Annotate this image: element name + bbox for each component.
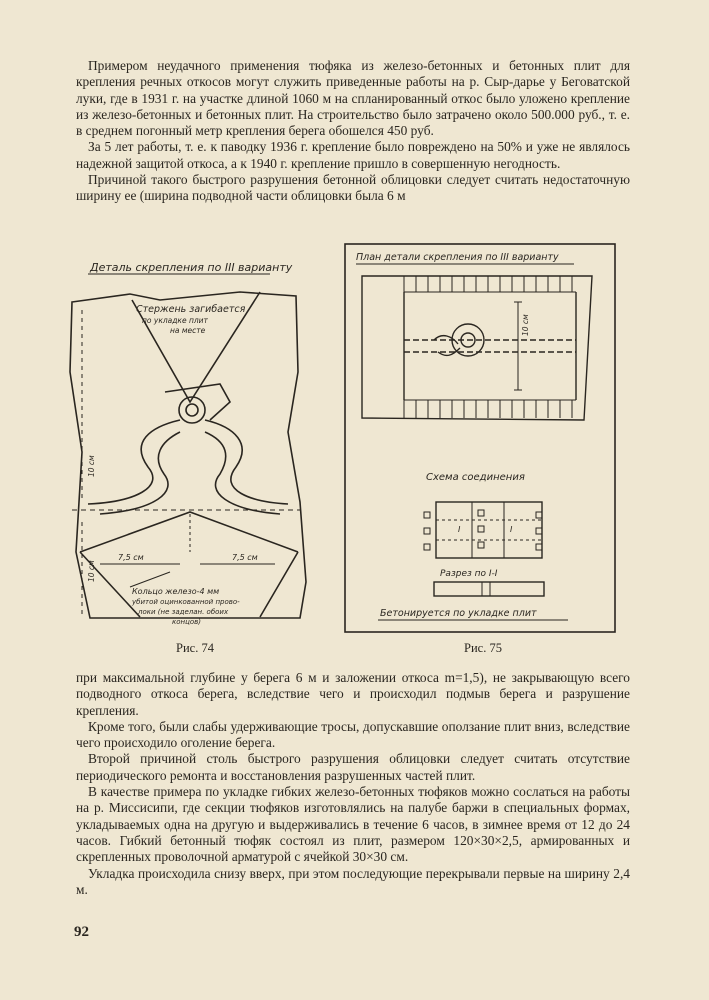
fig75-mark-a: I bbox=[510, 525, 513, 534]
fig74-dim-a: 7,5 см bbox=[118, 553, 144, 562]
body-text-bottom bbox=[76, 670, 630, 898]
paragraph: Примером неудачного применения тюфяка из железо-бетонных и бетонных плит для крепления речных откосов могут служить приведенные работы на р. Сыр-дарье у Беговатской луки, где в 1931 г. на участке длиной 1060 м на спланированный откос было уложено крепление из железо-бетонных и бетонных плит. На строительство было затрачено около 500.000 руб., т. е. в среднем погонный метр крепления берега обошелся 450 руб. bbox=[76, 58, 630, 139]
fig74-label-top3: на месте bbox=[170, 326, 206, 335]
paragraph: при максимальной глубине у берега 6 м и заложении откоса m=1,5), не закрывающую всего подводного откоса берега, вследствие чего и происходил подмыв берега и разрушение крепления. bbox=[76, 670, 630, 718]
fig75-bottom-note: Бетонируется по укладке плит bbox=[380, 608, 537, 619]
fig75-mark-b: I bbox=[458, 525, 461, 534]
paragraph: В качестве примера по укладке гибких железо-бетонных тюфяков можно сослаться на работы на р. Миссисипи, где секции тюфяков изготовлялись на палубе баржи в специальных формах, укладываемых одна на другую и выдерживались в течение 6 часов, в зимнее время от 12 до 24 часов. Гибкий бетонный тюфяк состоял из плит, размером 120×30×2,5, армированных и скрепленных проволочной арматурой с ячейкой 30×30 см. bbox=[76, 784, 630, 865]
paragraph: Причиной такого быстрого разрушения бетонной облицовки следует считать недостаточную ширину ее (ширина подводной части облицовки была 6 м bbox=[76, 172, 630, 204]
paragraph: Кроме того, были слабы удерживающие тросы, допускавшие оползание плит вниз, вследствие чего происходило оголение берега. bbox=[76, 718, 630, 751]
fig75-subtitle: Схема соединения bbox=[426, 472, 525, 483]
body-text-top bbox=[76, 58, 630, 205]
fig74-label-top: Стержень загибается bbox=[136, 304, 246, 315]
fig75-dim-side: 10 см bbox=[521, 314, 530, 336]
page-number: 92 bbox=[74, 924, 89, 940]
figure-75-caption: Рис. 75 bbox=[464, 641, 502, 655]
figure-74-caption: Рис. 74 bbox=[176, 641, 214, 655]
fig74-label-top2: по укладке плит bbox=[142, 316, 208, 325]
fig74-dim-left: 10 см bbox=[87, 455, 96, 477]
paragraph: Второй причиной столь быстрого разрушения облицовки следует считать отсутствие периодического ремонта и восстановления разрушенных частей плит. bbox=[76, 751, 630, 783]
fig75-title: План детали скрепления по III варианту bbox=[356, 252, 559, 263]
fig74-dim-left2: 10 см bbox=[87, 560, 96, 582]
figure-74-drawing bbox=[60, 252, 330, 637]
fig74-note2: убитой оцинкованной прово- bbox=[132, 598, 240, 606]
fig74-title: Деталь скрепления по III варианту bbox=[90, 261, 293, 274]
paragraph: За 5 лет работы, т. е. к паводку 1936 г. крепление было повреждено на 50% и уже не являлось надежной защитой откоса, а к 1940 г. крепление пришло в совершенную негодность. bbox=[76, 139, 630, 171]
fig74-dim-b: 7,5 см bbox=[232, 553, 258, 562]
fig75-section: Разрез по I-I bbox=[440, 569, 498, 579]
fig74-note3: локи (не заделан. обоих bbox=[138, 608, 229, 616]
paragraph: Укладка происходила снизу вверх, при этом последующие перекрывали первые на ширину 2,4 м. bbox=[76, 865, 630, 897]
figure-75-drawing bbox=[342, 240, 618, 636]
fig74-note4: концов) bbox=[172, 618, 201, 626]
fig74-note1: Кольцо железо-4 мм bbox=[132, 587, 220, 596]
